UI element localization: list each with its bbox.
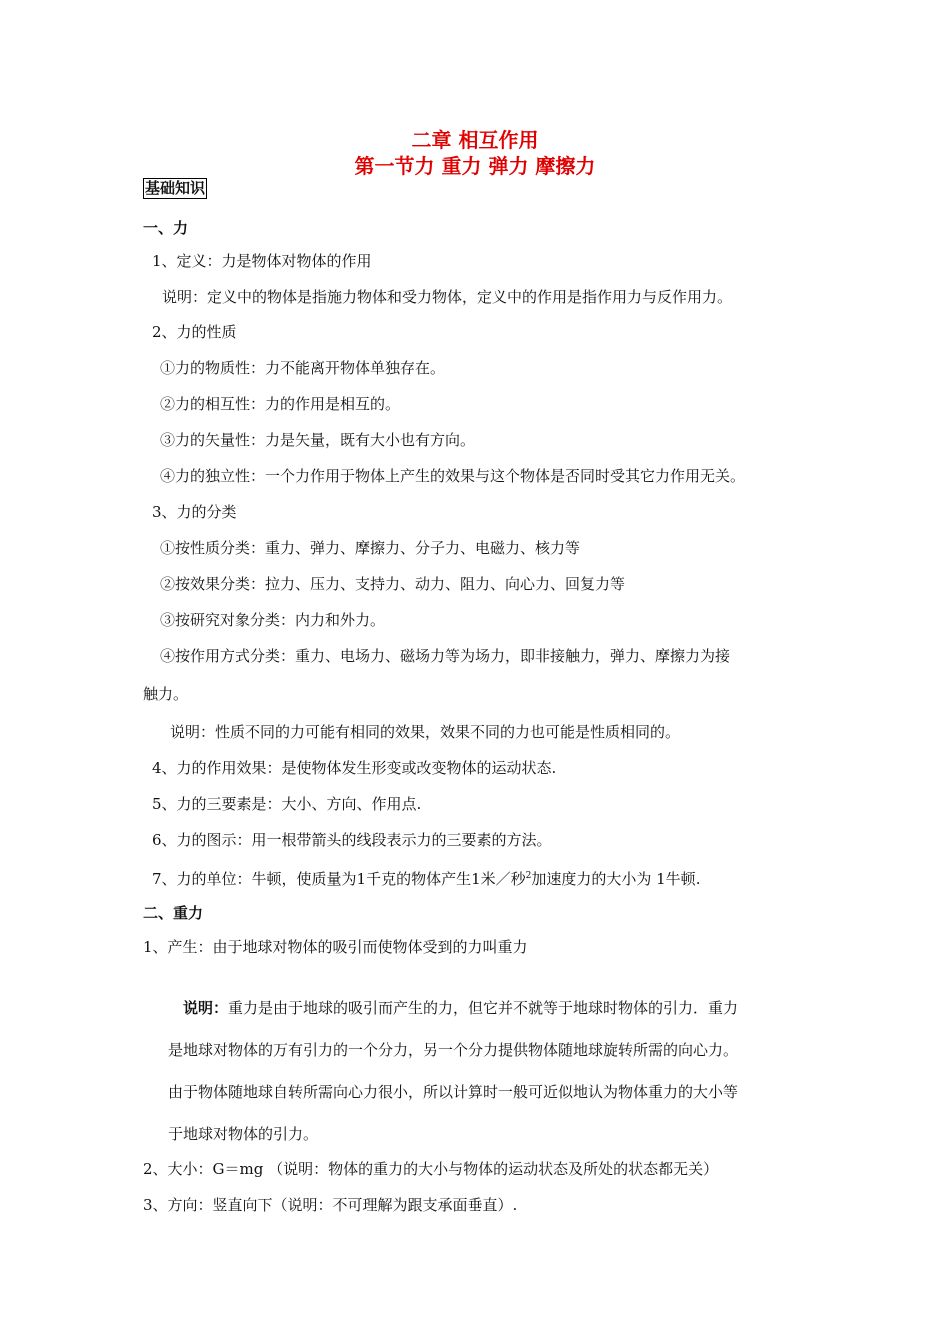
nature-item: ②力的相互性：力的作用是相互的。 [160,395,401,413]
class-item: ③按研究对象分类：内力和外力。 [160,611,386,629]
gravity-direction: 3、方向：竖直向下（说明：不可理解为跟支承面垂直）. [143,1196,518,1214]
nature-item: ④力的独立性：一个力作用于物体上产生的效果与这个物体是否同时受其它力作用无关。 [160,467,746,485]
exponent: 2 [525,871,532,881]
force-unit [152,866,700,889]
force-unit-text: 7、力的单位：牛顿，使质量为1千克的物体产生1米／秒 [152,870,526,888]
note-label: 说明： [183,999,229,1017]
class-note: 说明：性质不同的力可能有相同的效果，效果不同的力也可能是性质相同的。 [170,723,681,741]
gravity-size: 2、大小：G＝mg （说明：物体的重力的大小与物体的运动状态及所处的状态都无关） [143,1160,719,1178]
gravity-note-line [183,998,738,1018]
section-title: 第一节力 重力 弹力 摩擦力 [354,154,596,178]
definition-note: 说明：定义中的物体是指施力物体和受力物体，定义中的作用是指作用力与反作用力。 [162,288,733,306]
gravity-note-line: 由于物体随地球自转所需向心力很小，所以计算时一般可近似地认为物体重力的大小等 [168,1083,739,1101]
class-item: ②按效果分类：拉力、压力、支持力、动力、阻力、向心力、回复力等 [160,575,626,593]
gravity-note-line: 是地球对物体的万有引力的一个分力，另一个分力提供物体随地球旋转所需的向心力。 [168,1041,739,1059]
chapter-title: 二章 相互作用 [411,128,539,152]
class-heading: 3、力的分类 [152,503,237,521]
force-effect: 4、力的作用效果：是使物体发生形变或改变物体的运动状态. [152,759,557,777]
part1-heading: 一、力 [143,219,189,237]
basic-knowledge-label: 基础知识 [145,179,206,197]
gravity-origin: 1、产生：由于地球对物体的吸引而使物体受到的力叫重力 [143,938,528,956]
force-definition: 1、定义：力是物体对物体的作用 [152,252,372,270]
part2-heading: 二、重力 [143,904,204,922]
class-item: ④按作用方式分类：重力、电场力、磁场力等为场力，即非接触力，弹力、摩擦力为接 [160,647,731,665]
nature-heading: 2、力的性质 [152,323,237,341]
force-unit-text-end: 加速度力的大小为 1牛顿. [531,870,701,888]
nature-item: ③力的矢量性：力是矢量，既有大小也有方向。 [160,431,476,449]
gravity-note-line: 于地球对物体的引力。 [168,1125,319,1143]
class-item: ①按性质分类：重力、弹力、摩擦力、分子力、电磁力、核力等 [160,539,581,557]
note-text: 重力是由于地球的吸引而产生的力，但它并不就等于地球时物体的引力．重力 [228,999,739,1017]
three-elements: 5、力的三要素是：大小、方向、作用点. [152,795,422,813]
nature-item: ①力的物质性：力不能离开物体单独存在。 [160,359,446,377]
class-item-continued: 触力。 [143,685,189,703]
force-diagram: 6、力的图示：用一根带箭头的线段表示力的三要素的方法。 [152,831,552,849]
